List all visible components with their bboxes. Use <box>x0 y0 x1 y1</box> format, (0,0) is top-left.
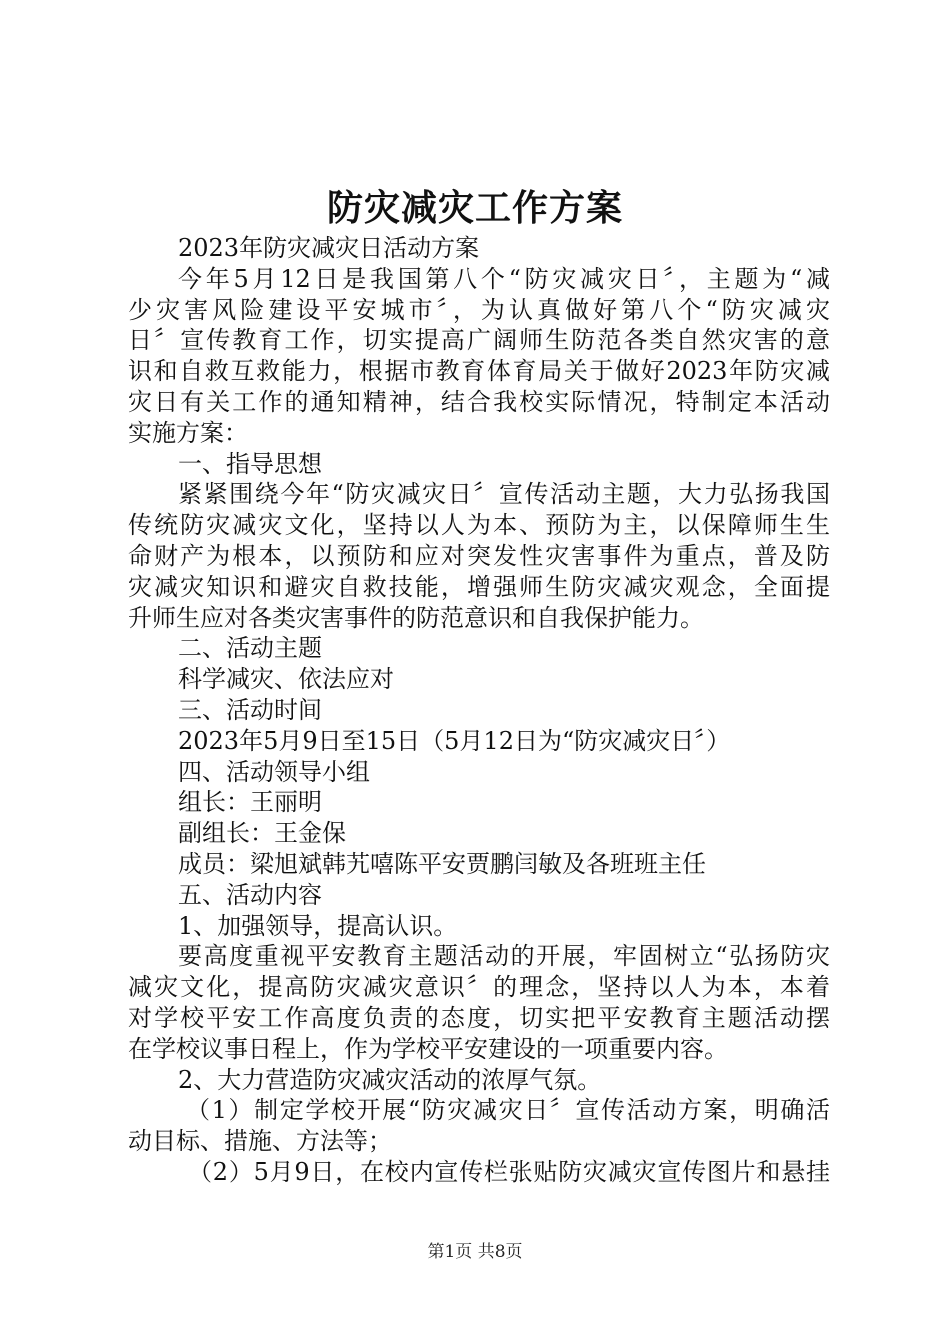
paragraph-line: 减灾文化，提高防灾减灾意识〞的理念，坚持以人为本，本着 <box>128 973 830 1002</box>
paragraph-line: 识和自救互救能力，根据市教育体育局关于做好2023年防灾减 <box>128 357 830 386</box>
paragraph-line: 传统防灾减灾文化，坚持以人为本、预防为主，以保障师生生 <box>128 511 830 540</box>
page-footer: 第1页 共8页 <box>427 1242 523 1262</box>
section-heading: 三、活动时间 <box>178 695 322 724</box>
paragraph-line: 今年5月12日是我国第八个“防灾减灾日〞，主题为“减 <box>178 264 830 293</box>
paragraph-line: 实施方案： <box>128 418 248 447</box>
document-title: 防灾减灾工作方案 <box>326 187 623 229</box>
paragraph-line: 科学减灾、依法应对 <box>178 665 394 694</box>
paragraph-line: 少灾害风险建设平安城市〞，为认真做好第八个“防灾减灾 <box>128 295 830 324</box>
paragraph-line: 日〞宣传教育工作，切实提高广阔师生防范各类自然灾害的意 <box>128 326 830 355</box>
paragraph-line: 灾日有关工作的通知精神，结合我校实际情况，特制定本活动 <box>128 387 830 416</box>
paragraph-line: 灾减灾知识和避灾自救技能，增强师生防灾减灾观念，全面提 <box>128 572 830 601</box>
paragraph-line: 命财产为根本，以预防和应对突发性灾害事件为重点，普及防 <box>128 541 830 570</box>
document-body <box>128 233 830 1188</box>
paragraph-line: 紧紧围绕今年“防灾减灾日〞宣传活动主题，大力弘扬我国 <box>178 480 830 509</box>
paragraph-line: 升师生应对各类灾害事件的防范意识和自我保护能力。 <box>128 603 704 632</box>
paragraph-line: 对学校平安工作高度负责的态度，切实把平安教育主题活动摆 <box>128 1003 830 1032</box>
paragraph-line: 2、大力营造防灾减灾活动的浓厚气氛。 <box>178 1065 602 1094</box>
paragraph-line: 组长：王丽明 <box>178 788 322 817</box>
paragraph-line: 要高度重视平安教育主题活动的开展，牢固树立“弘扬防灾 <box>178 942 830 971</box>
paragraph-line: 副组长：王金保 <box>178 819 346 848</box>
paragraph-line: 动目标、措施、方法等； <box>128 1127 392 1156</box>
document-subtitle: 2023年防灾减灾日活动方案 <box>178 234 480 262</box>
paragraph-line: 1、加强领导，提高认识。 <box>178 911 458 940</box>
section-heading: 二、活动主题 <box>178 634 322 663</box>
section-heading: 四、活动领导小组 <box>178 757 370 786</box>
paragraph-line: 成员：梁旭斌韩艽嘻陈平安贾鹏闫敏及各班班主任 <box>178 849 706 878</box>
paragraph-line: （2）5月9日，在校内宣传栏张贴防灾减灾宣传图片和悬挂 <box>188 1157 830 1186</box>
paragraph-line: 2023年5月9日至15日（5月12日为“防灾减灾日〞） <box>178 726 731 755</box>
section-heading: 一、指导思想 <box>178 449 322 478</box>
paragraph-line: 在学校议事日程上，作为学校平安建设的一项重要内容。 <box>128 1034 728 1063</box>
paragraph-line: （1）制定学校开展“防灾减灾日〞宣传活动方案，明确活 <box>186 1096 830 1125</box>
section-heading: 五、活动内容 <box>178 880 322 909</box>
